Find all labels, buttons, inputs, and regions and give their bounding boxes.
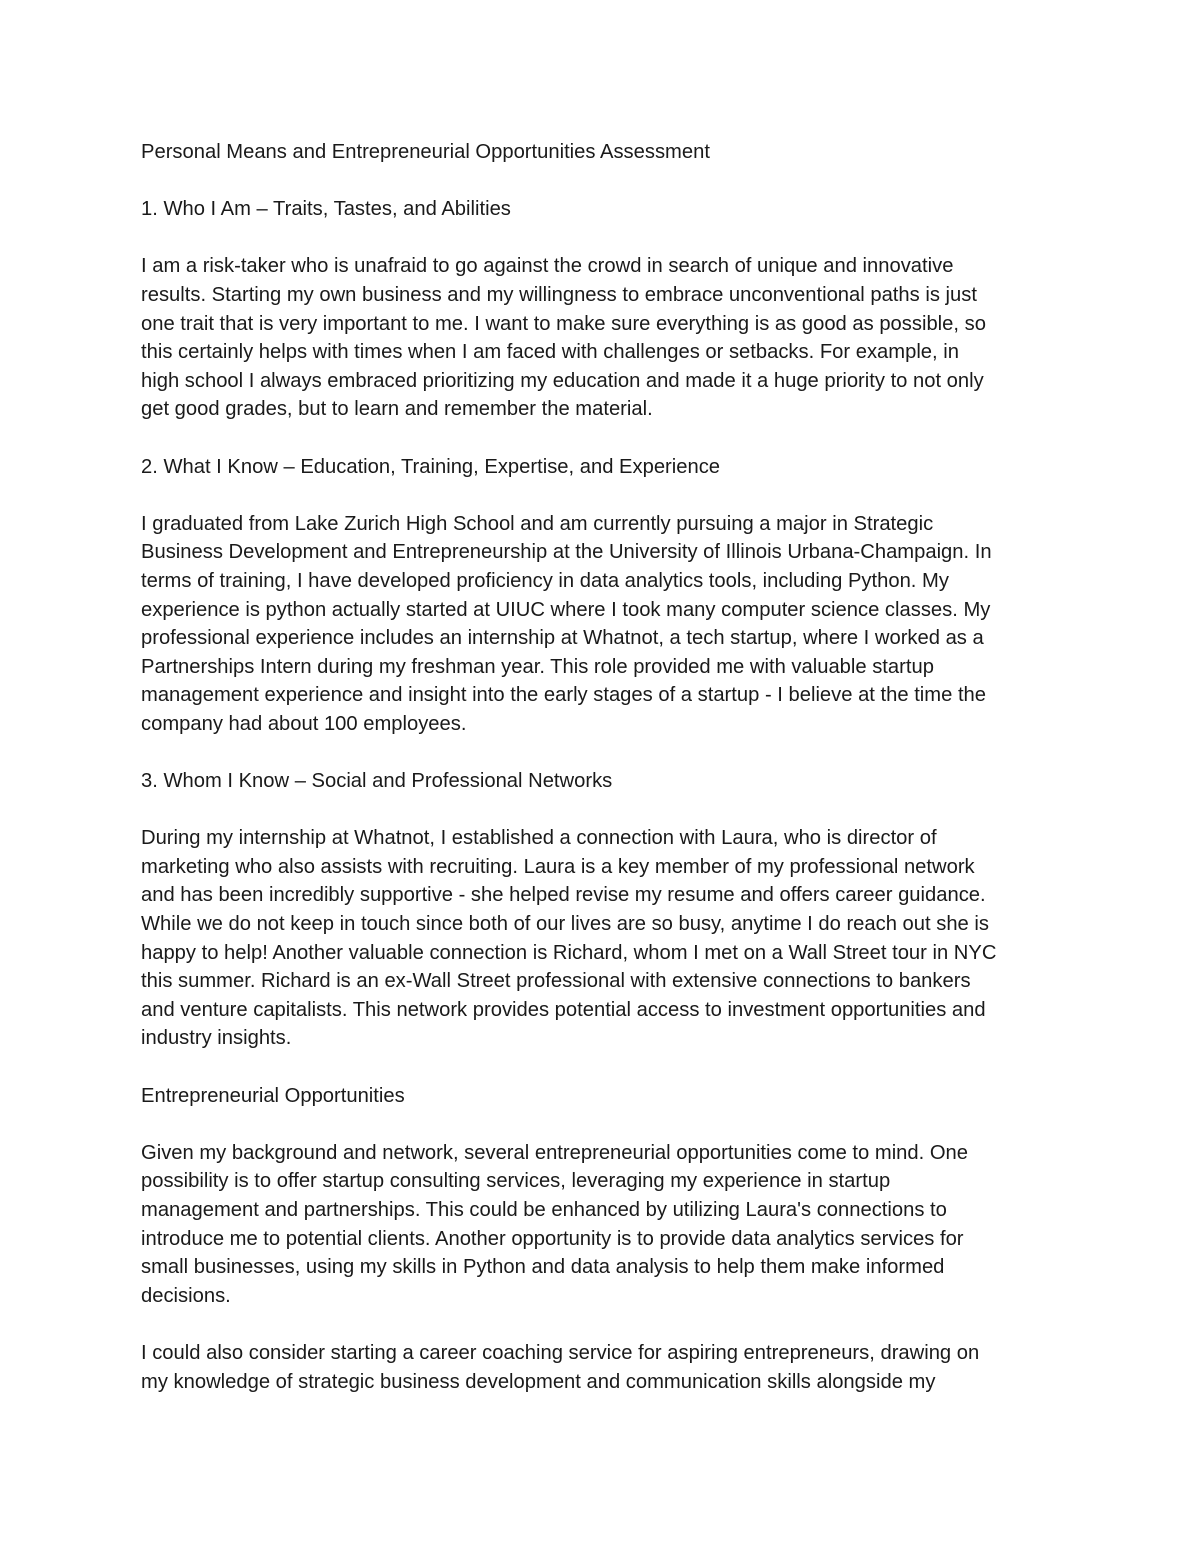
paragraph-line: decisions.: [141, 1284, 231, 1307]
paragraph-line: I am a risk-taker who is unafraid to go against the crowd in search of unique and innovative: [141, 255, 954, 278]
paragraph-line: Given my background and network, several entrepreneurial opportunities come to mind. One: [141, 1141, 969, 1164]
paragraph-line: terms of training, I have developed proficiency in data analytics tools, including Python. My: [141, 569, 949, 592]
paragraph-line: I graduated from Lake Zurich High School and am currently pursuing a major in Strategic: [141, 512, 934, 535]
paragraph-line: professional experience includes an internship at Whatnot, a tech startup, where I worked as a: [141, 627, 984, 650]
section-paragraph: [141, 252, 1066, 424]
paragraph-line: management and partnerships. This could be enhanced by utilizing Laura's connections to: [141, 1198, 947, 1221]
section-paragraph: [141, 824, 1066, 1053]
paragraph-line: management experience and insight into the early stages of a startup - I believe at the time the: [141, 684, 987, 707]
document-body: [141, 138, 1066, 1425]
paragraph-line: results. Starting my own business and my willingness to embrace unconventional paths is just: [141, 283, 977, 306]
paragraph-line: my knowledge of strategic business development and communication skills alongside my: [141, 1370, 936, 1393]
paragraph-line: one trait that is very important to me. I want to make sure everything is as good as possible, so: [141, 312, 986, 335]
paragraph-line: possibility is to offer startup consulting services, leveraging my experience in startup: [141, 1170, 891, 1193]
document-title: Personal Means and Entrepreneurial Opportunities Assessment: [141, 141, 710, 163]
paragraph-line: this certainly helps with times when I am faced with challenges or setbacks. For example, in: [141, 341, 959, 364]
paragraph-line: During my internship at Whatnot, I established a connection with Laura, who is director of: [141, 827, 937, 850]
paragraph-line: While we do not keep in touch since both of our lives are so busy, anytime I do reach out she is: [141, 913, 989, 936]
paragraph-line: Business Development and Entrepreneurship at the University of Illinois Urbana-Champaign. In: [141, 541, 992, 564]
paragraph-line: experience is python actually started at UIUC where I took many computer science classes. My: [141, 598, 991, 621]
paragraph-line: industry insights.: [141, 1027, 292, 1050]
section-paragraph: [141, 1139, 1066, 1311]
closing-paragraph: [141, 1339, 1066, 1396]
paragraph-line: high school I always embraced prioritizing my education and made it a huge priority to not only: [141, 369, 984, 392]
paragraph-line: happy to help! Another valuable connection is Richard, whom I met on a Wall Street tour in NYC: [141, 941, 997, 964]
paragraph-line: I could also consider starting a career coaching service for aspiring entrepreneurs, drawing on: [141, 1341, 980, 1364]
section-heading: 2. What I Know – Education, Training, Expertise, and Experience: [141, 455, 721, 478]
section-heading: 3. Whom I Know – Social and Professional Networks: [141, 770, 613, 793]
section-paragraph: [141, 510, 1066, 739]
paragraph-line: company had about 100 employees.: [141, 712, 467, 735]
paragraph-line: introduce me to potential clients. Another opportunity is to provide data analytics services for: [141, 1227, 964, 1250]
paragraph-line: and venture capitalists. This network provides potential access to investment opportunities and: [141, 998, 986, 1021]
section-heading: Entrepreneurial Opportunities: [141, 1084, 405, 1107]
paragraph-line: get good grades, but to learn and remember the material.: [141, 398, 653, 421]
paragraph-line: and has been incredibly supportive - she helped revise my resume and offers career guidance.: [141, 884, 986, 907]
section-heading: 1. Who I Am – Traits, Tastes, and Abilities: [141, 198, 511, 221]
paragraph-line: marketing who also assists with recruiting. Laura is a key member of my professional network: [141, 855, 975, 878]
paragraph-line: this summer. Richard is an ex-Wall Street professional with extensive connections to bankers: [141, 970, 971, 993]
paragraph-line: small businesses, using my skills in Python and data analysis to help them make informed: [141, 1256, 945, 1279]
paragraph-line: Partnerships Intern during my freshman year. This role provided me with valuable startup: [141, 655, 934, 678]
